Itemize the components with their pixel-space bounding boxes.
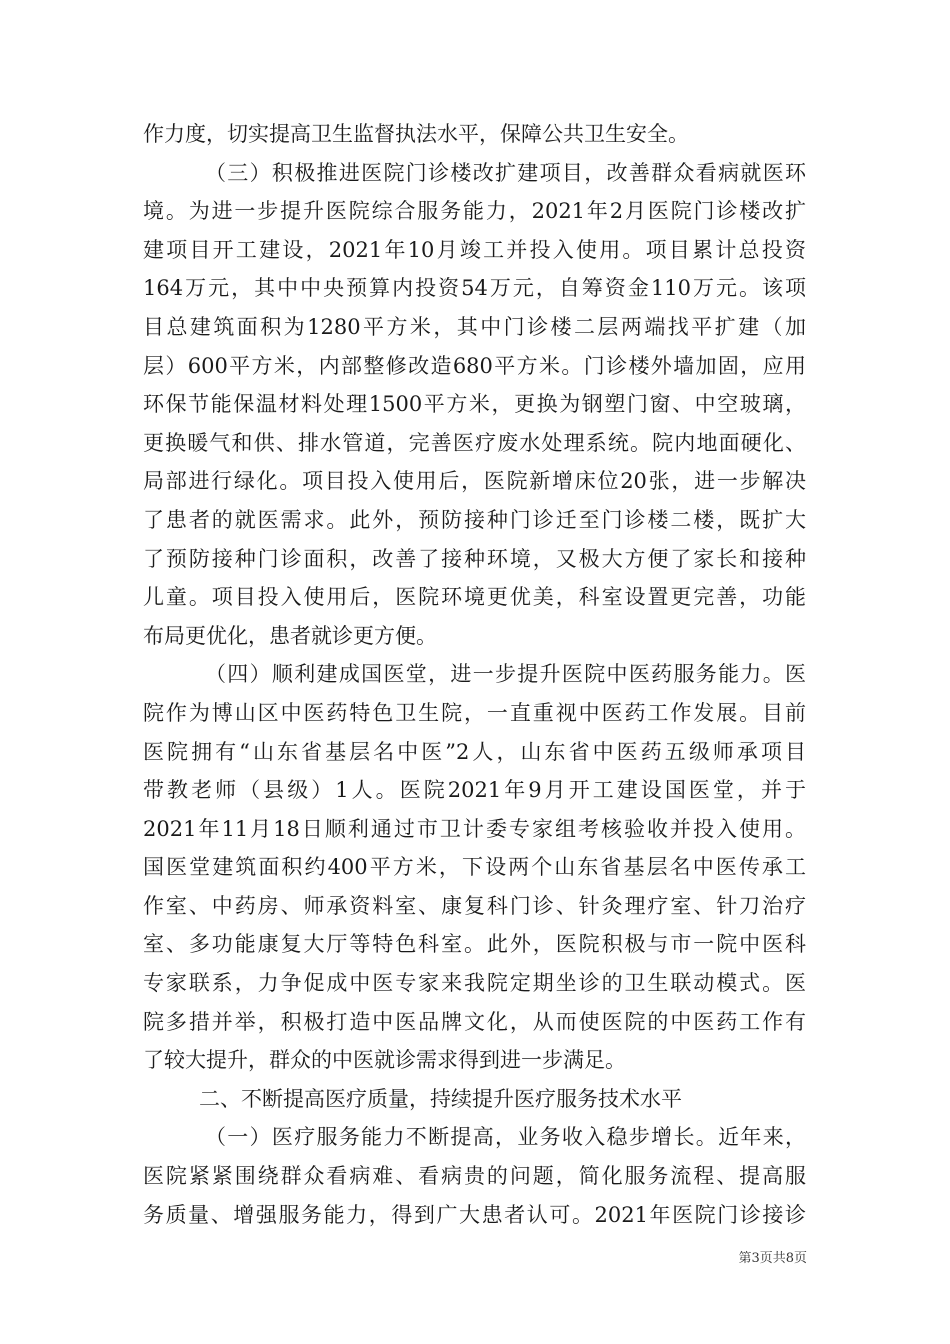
paragraph-line: 作力度，切实提高卫生监督执法水平，保障公共卫生安全。 bbox=[143, 122, 689, 146]
paragraph-line: 室、多功能康复大厅等特色科室。此外，医院积极与市一院中医科 bbox=[143, 932, 806, 957]
paragraph-line: 局部进行绿化。项目投入使用后，医院新增床位20张，进一步解决 bbox=[143, 469, 806, 494]
paragraph-line: 专家联系，力争促成中医专家来我院定期坐诊的卫生联动模式。医 bbox=[143, 971, 806, 996]
paragraph-line: 2021年11月18日顺利通过市卫计委专家组考核验收并投入使用。 bbox=[143, 816, 806, 841]
paragraph-line: 带教老师（县级）1人。医院2021年9月开工建设国医堂，并于 bbox=[143, 778, 806, 803]
paragraph-line: 环保节能保温材料处理1500平方米，更换为钢塑门窗、中空玻璃， bbox=[143, 392, 806, 417]
paragraph-line: 作室、中药房、师承资料室、康复科门诊、针灸理疗室、针刀治疗 bbox=[143, 893, 806, 918]
paragraph-line: 务质量、增强服务能力，得到广大患者认可。2021年医院门诊接诊 bbox=[143, 1202, 806, 1227]
paragraph-line: 了预防接种门诊面积，改善了接种环境，又极大方便了家长和接种 bbox=[143, 546, 806, 571]
document-body bbox=[143, 115, 806, 1234]
page-number-footer: 第3页共8页 bbox=[738, 1251, 807, 1266]
paragraph-line: 医院拥有“山东省基层名中医”2人，山东省中医药五级师承项目 bbox=[143, 739, 806, 764]
paragraph-line: 更换暖气和供、排水管道，完善医疗废水处理系统。院内地面硬化、 bbox=[143, 430, 806, 455]
paragraph-line: 164万元，其中中央预算内投资54万元，自筹资金110万元。该项 bbox=[143, 276, 806, 301]
paragraph-line: 院多措并举，积极打造中医品牌文化，从而使医院的中医药工作有 bbox=[143, 1009, 806, 1034]
paragraph-line: 儿童。项目投入使用后，医院环境更优美，科室设置更完善，功能 bbox=[143, 585, 806, 610]
section-heading: 二、不断提高医疗质量，持续提升医疗服务技术水平 bbox=[199, 1086, 682, 1111]
paragraph-line: 了患者的就医需求。此外，预防接种门诊迁至门诊楼二楼，既扩大 bbox=[143, 507, 806, 532]
paragraph-line: （四）顺利建成国医堂，进一步提升医院中医药服务能力。医 bbox=[205, 662, 806, 687]
paragraph-line: 了较大提升，群众的中医就诊需求得到进一步满足。 bbox=[143, 1048, 626, 1073]
paragraph-line: 医院紧紧围绕群众看病难、看病贵的问题，简化服务流程、提高服 bbox=[143, 1164, 806, 1189]
paragraph-line: 目总建筑面积为1280平方米，其中门诊楼二层两端找平扩建（加 bbox=[143, 314, 806, 339]
paragraph-line: （三）积极推进医院门诊楼改扩建项目，改善群众看病就医环 bbox=[205, 160, 806, 185]
paragraph-line: 建项目开工建设，2021年10月竣工并投入使用。项目累计总投资 bbox=[143, 237, 806, 262]
paragraph-line: 境。为进一步提升医院综合服务能力，2021年2月医院门诊楼改扩 bbox=[143, 199, 806, 224]
paragraph-line: 国医堂建筑面积约400平方米，下设两个山东省基层名中医传承工 bbox=[143, 855, 806, 880]
paragraph-line: 布局更优化，患者就诊更方便。 bbox=[143, 623, 437, 648]
paragraph-line: 层）600平方米，内部整修改造680平方米。门诊楼外墙加固，应用 bbox=[143, 353, 806, 378]
paragraph-line: 院作为博山区中医药特色卫生院，一直重视中医药工作发展。目前 bbox=[143, 700, 806, 725]
paragraph-line: （一）医疗服务能力不断提高，业务收入稳步增长。近年来， bbox=[205, 1125, 806, 1150]
